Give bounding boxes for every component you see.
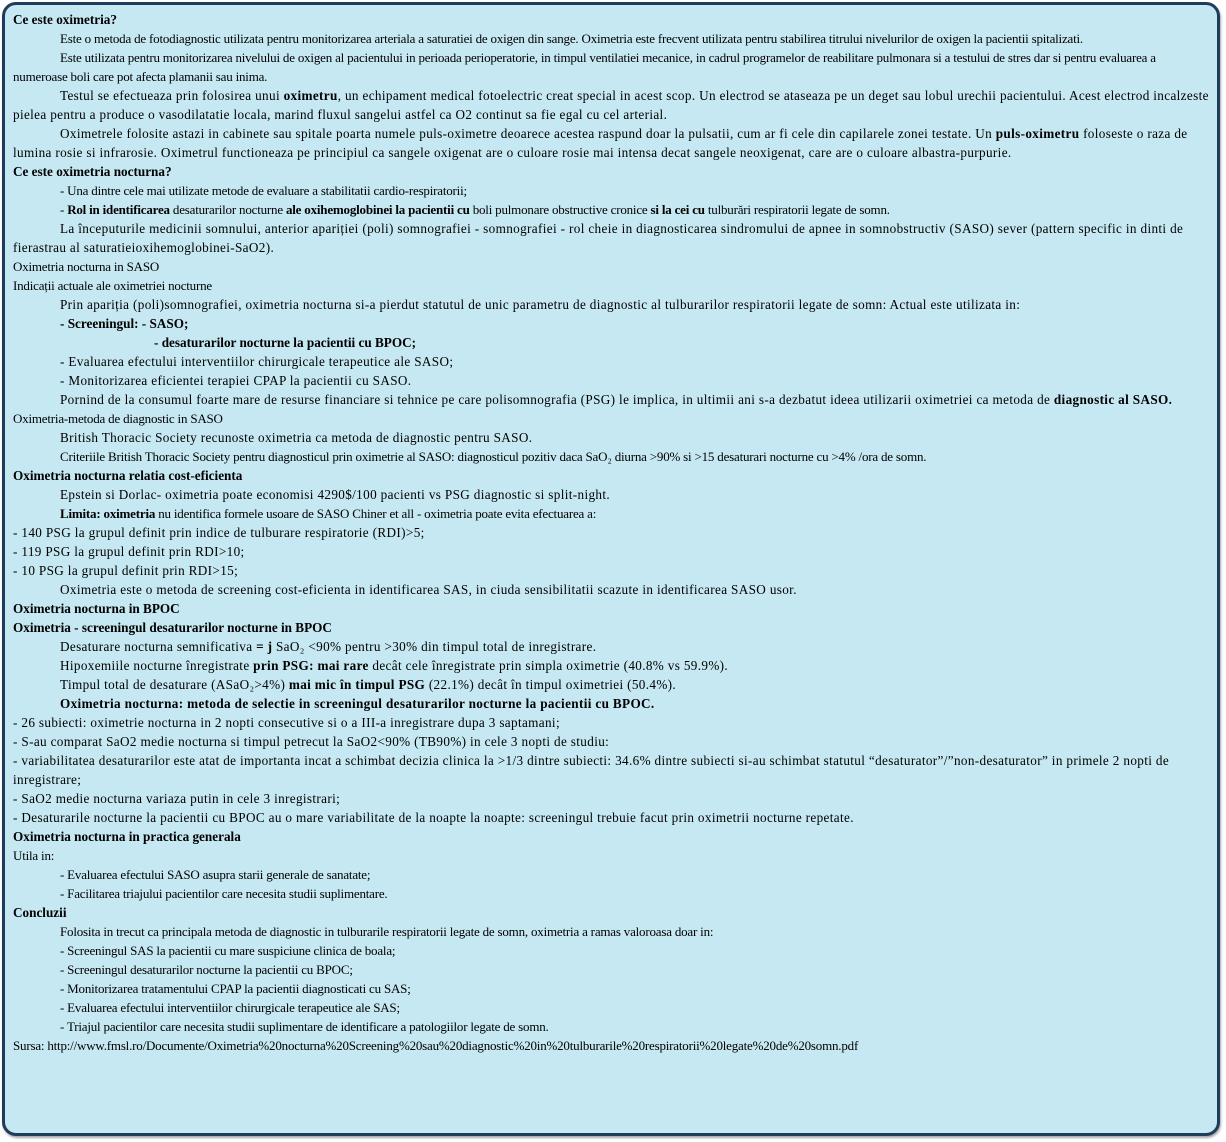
subheading-saso: Oximetria nocturna in SASO	[13, 259, 160, 274]
list-item: - Monitorizarea eficientei terapiei CPAP la pacientii cu SASO.	[60, 373, 412, 388]
paragraph-apparition: Prin apariția (poli)somnografiei, oximetria nocturna si-a pierdut statutul de unic parametru de diagnostic al tulburarilor respiratorii legate de somn: Actual este utilizata in:	[60, 297, 1021, 312]
list-item-screening: - Screeningul: - SASO;	[60, 316, 189, 331]
list-item: - Desaturarile nocturne la pacientii cu BPOC au o mare variabilitate de la noapte la noapte: screeningul trebuie facut prin oximetrii nocturne repetate.	[13, 810, 854, 825]
paragraph-test: Testul se efectueaza prin folosirea unui oximetru, un echipament medical fotoelectric creat special in acest scop. Un electrod se ataseaza pe un deget sau lobul urechii pacientului. Acest electrod incalzeste pielea pentru a produce o vasodilatatie locala, marind fluxul sangelui astfel ca O2 continut sa fie egal cu cel arterial.	[13, 88, 1209, 122]
text-line: Oximetria nocturna: metoda de selectie in screeningul desaturarilor nocturne la pacientii cu BPOC.	[60, 696, 655, 711]
list-item-screening-bpoc: - desaturarilor nocturne la pacientii cu BPOC;	[154, 335, 417, 350]
heading-concluzii: Concluzii	[13, 905, 67, 920]
heading-practica-generala: Oximetria nocturna in practica generala	[13, 829, 241, 844]
list-item: - Evaluarea efectului SASO asupra starii generale de sanatate;	[60, 867, 371, 882]
list-item: - 119 PSG la grupul definit prin RDI>10;	[13, 544, 245, 559]
list-item: - variabilitatea desaturarilor este atat de importanta incat a schimbat decizia clinica la >1/3 dintre subiecti: 34.6% dintre subiecti si-au schimbat statutul “desaturator”/”non-desaturator” in primele 2 nopti de inregistrare;	[13, 753, 1170, 787]
text-line: Hipoxemiile nocturne înregistrate prin PSG: mai rare decât cele înregistrate prin simpla oximetrie (40.8% vs 59.9%).	[60, 658, 729, 673]
list-item: - 26 subiecti: oximetrie nocturna in 2 nopti consecutive si o a III-a inregistrare dupa 3 saptamani;	[13, 715, 560, 730]
paragraph-usage: Este utilizata pentru monitorizarea nivelului de oxigen al pacientului in perioada perioperatorie, in timpul ventilatiei mecanice, in cadrul programelor de reabilitare pulmonara si a testului de stres dar si pentru evaluarea a numeroase boli care pot afecta plamanii sau inima.	[13, 50, 1156, 84]
text-line: British Thoracic Society recunoste oximetria ca metoda de diagnostic pentru SASO.	[60, 430, 533, 445]
text-line: Limita: oximetria nu identifica formele usoare de SASO Chiner et all - oximetria poate evita efectuarea a:	[60, 506, 597, 521]
info-panel	[2, 2, 1220, 1136]
text-line: Timpul total de desaturare (ASaO₂>4%) mai mic în timpul PSG (22.1%) decât în timpul oximetriei (50.4%).	[60, 677, 677, 692]
heading-cost-eficienta: Oximetria nocturna relatia cost-eficienta	[13, 468, 243, 483]
text-line: Oximetria este o metoda de screening cost-eficienta in identificarea SAS, in ciuda sensibilitatii scazute in identificarea SASO usor.	[60, 582, 797, 597]
paragraph-cost: Pornind de la consumul foarte mare de resurse financiare si tehnice pe care polisomnografia (PSG) le implica, in ultimii ani s-a dezbatut ideea utilizarii oximetriei ca metoda de diagnostic al SASO.	[60, 392, 1173, 407]
subheading-screening-bpoc: Oximetria - screeningul desaturarilor nocturne in BPOC	[13, 620, 332, 635]
text-line: Folosita in trecut ca principala metoda de diagnostic in tulburarile respiratorii legate de somn, oximetria a ramas valoroasa doar in:	[60, 924, 714, 939]
list-item: - Facilitarea triajului pacientilor care necesita studii suplimentare.	[60, 886, 388, 901]
text-line: Epstein si Dorlac- oximetria poate economisi 4290$/100 pacienti vs PSG diagnostic si split-night.	[60, 487, 611, 502]
subheading-diagnostic: Oximetria-metoda de diagnostic in SASO	[13, 411, 223, 426]
text-line: Desaturare nocturna semnificativa = j SaO₂ <90% pentru >30% din timpul total de inregistrare.	[60, 639, 597, 654]
list-item: - Monitorizarea tratamentului CPAP la pacientii diagnosticati cu SAS;	[60, 981, 411, 996]
list-item: - Screeningul desaturarilor nocturne la pacientii cu BPOC;	[60, 962, 353, 977]
list-item: - Evaluarea efectului interventiilor chirurgicale terapeutice ale SASO;	[60, 354, 454, 369]
list-item: - Una dintre cele mai utilizate metode de evaluare a stabilitatii cardio-respiratorii;	[60, 183, 467, 198]
list-item: - Screeningul SAS la pacientii cu mare suspiciune clinica de boala;	[60, 943, 396, 958]
list-item: - Evaluarea efectului interventiilor chirurgicale terapeutice ale SAS;	[60, 1000, 400, 1015]
source-link[interactable]: Sursa: http://www.fmsl.ro/Documente/Oximetria%20nocturna%20Screening%20sau%20diagnostic%20in%20tulburarile%20respiratorii%20legate%20de%20somn.pdf	[13, 1038, 859, 1053]
list-item: - S-au comparat SaO2 medie nocturna si timpul petrecut la SaO2<90% (TB90%) in cele 3 nopti de studiu:	[13, 734, 610, 749]
heading-bpoc: Oximetria nocturna in BPOC	[13, 601, 180, 616]
paragraph-puls-oximetre: Oximetrele folosite astazi in cabinete sau spitale poarta numele puls-oximetre deoarece acestea raspund doar la pulsatii, cum ar fi cele din capilarele zonei testate. Un puls-oximetru foloseste o raza de lumina rosie si infrarosie. Oximetrul functioneaza pe principiul ca sangele oxigenat are o culoare rosie mai intensa decat sangele neoxigenat, care are o culoare albastra-purpurie.	[13, 126, 1188, 160]
list-item: - Rol in identificarea desaturarilor nocturne ale oxihemoglobinei la pacientii cu boli pulmonare obstructive cronice si la cei cu tulburări respiratorii legate de somn.	[60, 202, 890, 217]
subheading-indicatii: Indicații actuale ale oximetriei nocturne	[13, 278, 212, 293]
list-item: - Triajul pacientilor care necesita studii suplimentare de identificare a patologiilor legate de somn.	[60, 1019, 549, 1034]
paragraph-definition: Este o metoda de fotodiagnostic utilizata pentru monitorizarea arteriala a saturatiei de oxigen din sange. Oximetria este frecvent utilizata pentru stabilirea titrului nivelurilor de oxigen la pacientii spitalizati.	[60, 31, 1083, 46]
subheading-utila: Utila in:	[13, 848, 55, 863]
text-line: Criteriile British Thoracic Society pentru diagnosticul prin oximetrie al SASO: diagnosticul pozitiv daca SaO₂ diurna >90% si >15 desaturari nocturne cu >4% /ora de somn.	[60, 449, 927, 464]
list-item: - 140 PSG la grupul definit prin indice de tulburare respiratorie (RDI)>5;	[13, 525, 425, 540]
heading-oximetria-nocturna: Ce este oximetria nocturna?	[13, 164, 172, 179]
heading-ce-este-oximetria: Ce este oximetria?	[13, 12, 117, 27]
list-item: - SaO2 medie nocturna variaza putin in cele 3 inregistrari;	[13, 791, 341, 806]
paragraph-history: La începuturile medicinii somnului, anterior apariției (poli) somnografiei - somnografiei - rol cheie in diagnosticarea sindromului de apnee in somnobstructiv (SASO) sever (pattern specific in dinti de fierastrau al saturatieioxihemoglobinei-SaO2).	[13, 221, 1184, 255]
list-item: - 10 PSG la grupul definit prin RDI>15;	[13, 563, 239, 578]
